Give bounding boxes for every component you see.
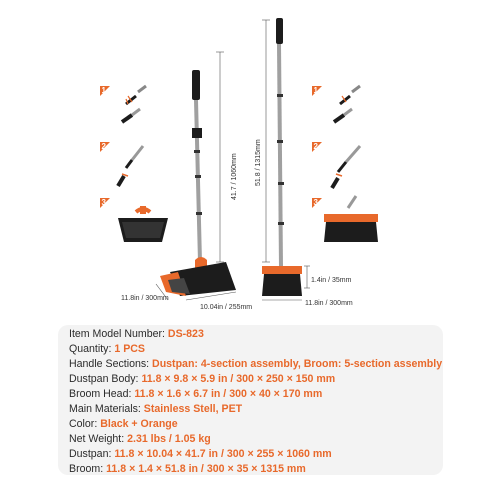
handle-segment-icon	[132, 146, 143, 160]
dustpan-handle-grip	[192, 70, 200, 100]
spec-value: Stainless Stell, PET	[143, 403, 243, 415]
spec-row-quantity	[69, 343, 145, 356]
left-assembly-steps	[100, 86, 168, 242]
spec-row-handle-sections	[69, 358, 442, 371]
dustpan-width-label: 11.8in / 300mm	[121, 295, 169, 302]
spec-value: DS-823	[167, 328, 204, 340]
left-step-1-number: 1	[101, 86, 106, 95]
spec-label: Main Materials:	[69, 403, 141, 415]
broom-thumbnail-icon	[324, 214, 378, 222]
dustpan-height-label: 41.7 / 1060mm	[231, 153, 238, 200]
broom	[262, 18, 302, 296]
broom-width-label: 11.8in / 300mm	[305, 300, 353, 307]
spec-label: Dustpan:	[69, 448, 112, 460]
spec-label: Dustpan Body:	[69, 373, 139, 385]
handle-segment-icon	[346, 146, 360, 162]
spec-row-model	[69, 328, 204, 341]
spec-value: 11.8 × 1.6 × 6.7 in / 300 × 40 × 170 mm	[134, 388, 323, 400]
handle-segment-icon	[352, 86, 360, 92]
spec-row-dustpan-body	[69, 373, 335, 386]
broom-bristles	[262, 274, 302, 296]
left-step-2	[100, 142, 143, 186]
spec-value: 2.31 lbs / 1.05 kg	[127, 433, 211, 445]
spec-row-broom-head	[69, 388, 322, 401]
spec-row-materials	[69, 403, 242, 416]
spec-value: 11.8 × 1.4 × 51.8 in / 300 × 35 × 1315 mm	[106, 463, 306, 475]
spec-label: Broom:	[69, 463, 104, 475]
spec-value: 1 PCS	[114, 343, 145, 355]
spec-row-color	[69, 418, 178, 431]
broom-handle-pole	[279, 44, 281, 268]
right-step-2-number: 2	[313, 142, 318, 151]
spec-label: Quantity:	[69, 343, 112, 355]
right-step-2	[312, 142, 360, 188]
spec-label: Color:	[69, 418, 98, 430]
right-assembly-steps	[312, 86, 378, 242]
spec-label: Net Weight:	[69, 433, 125, 445]
broom-head	[262, 266, 302, 274]
dustpan-depth-label: 10.04in / 255mm	[200, 304, 253, 311]
right-step-1	[312, 86, 360, 122]
broom-height-label: 51.8 / 1315mm	[255, 139, 262, 186]
spec-row-dustpan-size	[69, 448, 332, 461]
spec-value: Black + Orange	[100, 418, 178, 430]
left-step-3-number: 3	[101, 198, 106, 207]
spec-row-weight	[69, 433, 211, 446]
right-step-3-number: 3	[313, 198, 318, 207]
dustpan-clip	[192, 128, 202, 138]
right-step-1-number: 1	[313, 86, 318, 95]
handle-segment-icon	[138, 86, 146, 92]
spec-label: Item Model Number:	[69, 328, 165, 340]
left-step-3	[100, 198, 168, 242]
spec-row-broom-size	[69, 463, 306, 476]
broom-handle-grip	[276, 18, 283, 44]
spec-value: 11.8 × 10.04 × 41.7 in / 300 × 255 × 1060 mm	[114, 448, 332, 460]
spec-label: Broom Head:	[69, 388, 132, 400]
left-step-2-number: 2	[101, 142, 106, 151]
spec-value: 11.8 × 9.8 × 5.9 in / 300 × 250 × 150 mm	[141, 373, 336, 385]
dustpan-handle-pole	[196, 100, 200, 262]
right-step-3	[312, 196, 378, 242]
specifications-panel	[58, 325, 443, 475]
spec-value: Dustpan: 4-section assembly, Broom: 5-section assembly	[152, 358, 443, 370]
dustpan	[160, 70, 236, 296]
broom-head-height-label: 1.4in / 35mm	[311, 277, 352, 284]
spec-label: Handle Sections:	[69, 358, 150, 370]
broom-dimensions	[255, 20, 353, 307]
left-step-1	[100, 86, 146, 122]
